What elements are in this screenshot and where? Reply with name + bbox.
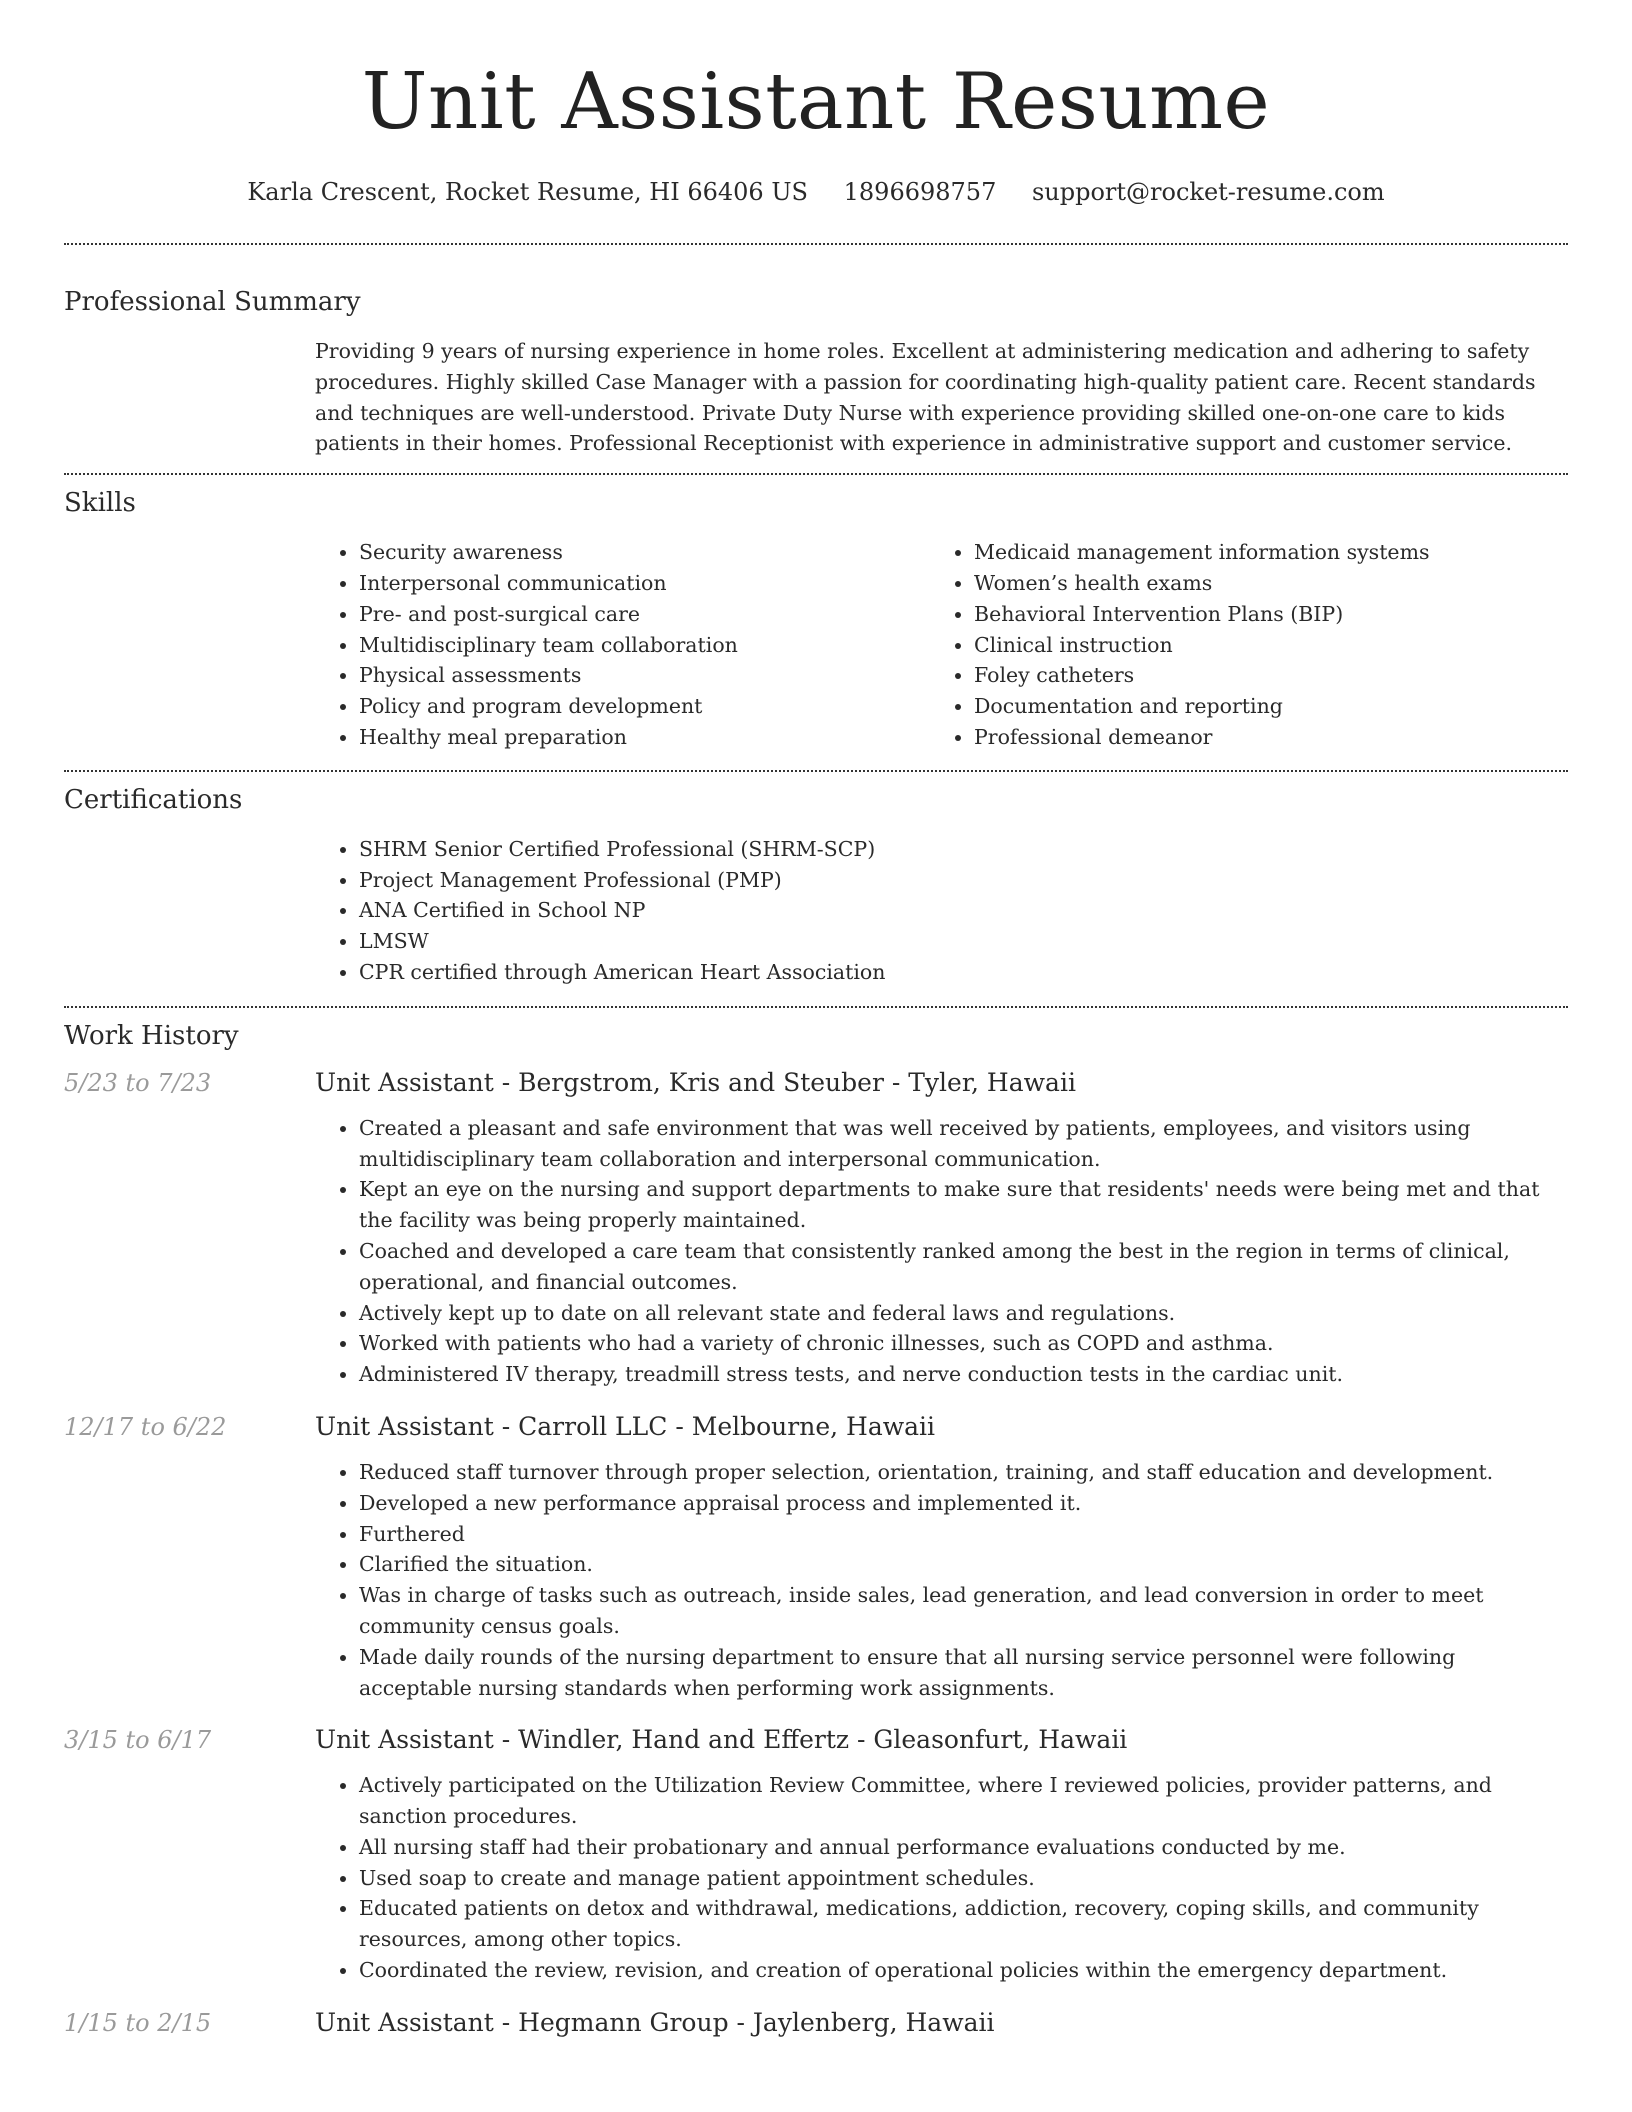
job-entry <box>64 1723 1568 1986</box>
job-entry <box>64 2006 1568 2040</box>
contact-address: Karla Crescent, Rocket Resume, HI 66406 US <box>247 178 808 206</box>
job-bullet: • Used soap to create and manage patient appointment schedules. <box>359 1863 1568 1894</box>
divider <box>64 1006 1568 1008</box>
job-bullet: • Kept an eye on the nursing and support departments to make sure that residents' needs were being met and that the facility was being properly maintained. <box>359 1174 1568 1236</box>
list-item: • Foley catheters <box>974 660 1545 691</box>
divider <box>64 770 1568 772</box>
list-item: • Women’s health exams <box>974 568 1545 599</box>
job-bullet: • Clarified the situation. <box>359 1549 1568 1580</box>
contact-phone: 1896698757 <box>843 178 997 206</box>
job-bullet: • All nursing staff had their probationary and annual performance evaluations conducted by me. <box>359 1832 1568 1863</box>
contact-line <box>64 174 1568 210</box>
list-item: • Security awareness <box>359 537 930 568</box>
contact-email: support@rocket-resume.com <box>1031 178 1385 206</box>
job-bullet: • Created a pleasant and safe environment that was well received by patients, employees, and visitors using multidisciplinary team collaboration and interpersonal communication. <box>359 1113 1568 1175</box>
job-bullet: • Actively kept up to date on all relevant state and federal laws and regulations. <box>359 1298 1568 1329</box>
job-bullets <box>315 1113 1568 1390</box>
section-heading-work: Work History <box>64 1020 239 1051</box>
work-section <box>64 1019 1568 2040</box>
list-item: • Project Management Professional (PMP) <box>359 865 1568 896</box>
certifications-section <box>64 783 1568 988</box>
certifications-body <box>315 834 1568 988</box>
job-bullet: • Coached and developed a care team that consistently ranked among the best in the region in terms of clinical, operational, and financial outcomes. <box>359 1236 1568 1298</box>
summary-body <box>315 336 1568 459</box>
skills-list-left <box>315 537 930 753</box>
resume-page <box>64 0 1568 2040</box>
job-body <box>315 1457 1568 1703</box>
list-item: • Medicaid management information systems <box>974 537 1545 568</box>
job-bullet: • Reduced staff turnover through proper selection, orientation, training, and staff education and development. <box>359 1457 1568 1488</box>
certifications-list <box>315 834 1568 988</box>
list-item: • ANA Certified in School NP <box>359 895 1568 926</box>
list-item: • Healthy meal preparation <box>359 722 930 753</box>
job-bullet: • Made daily rounds of the nursing department to ensure that all nursing service personnel were following acceptable nursing standards when performing work assignments. <box>359 1642 1568 1704</box>
job-bullet: • Educated patients on detox and withdrawal, medications, addiction, recovery, coping skills, and community resources, among other topics. <box>359 1893 1568 1955</box>
skills-column-right <box>930 537 1545 753</box>
job-bullet: • Developed a new performance appraisal process and implemented it. <box>359 1488 1568 1519</box>
job-dates: 1/15 to 2/15 <box>64 2008 212 2037</box>
job-title: Unit Assistant - Hegmann Group - Jaylenberg, Hawaii <box>315 2007 995 2037</box>
job-title: Unit Assistant - Bergstrom, Kris and Steuber - Tyler, Hawaii <box>315 1067 1076 1097</box>
job-bullet: • Furthered <box>359 1519 1568 1550</box>
list-item: • Policy and program development <box>359 691 930 722</box>
list-item: • Professional demeanor <box>974 722 1545 753</box>
skills-body <box>315 537 1568 753</box>
section-heading-summary: Professional Summary <box>64 287 361 317</box>
job-title: Unit Assistant - Carroll LLC - Melbourne, Hawaii <box>315 1411 936 1441</box>
list-item: • Clinical instruction <box>974 630 1545 661</box>
job-dates: 12/17 to 6/22 <box>64 1412 227 1441</box>
list-item: • LMSW <box>359 926 1568 957</box>
skills-section <box>64 486 1568 753</box>
list-item: • Interpersonal communication <box>359 568 930 599</box>
list-item: • Multidisciplinary team collaboration <box>359 630 930 661</box>
job-bullet: • Administered IV therapy, treadmill stress tests, and nerve conduction tests in the cardiac unit. <box>359 1359 1568 1390</box>
job-body <box>315 1770 1568 1986</box>
list-item: • CPR certified through American Heart Association <box>359 957 1568 988</box>
job-dates: 5/23 to 7/23 <box>64 1068 212 1097</box>
skills-list-right <box>930 537 1545 753</box>
job-bullets <box>315 1457 1568 1703</box>
job-bullet: • Coordinated the review, revision, and creation of operational policies within the emergency department. <box>359 1955 1568 1986</box>
list-item: • Behavioral Intervention Plans (BIP) <box>974 599 1545 630</box>
summary-text: Providing 9 years of nursing experience in home roles. Excellent at administering medication and adhering to safety procedures. Highly skilled Case Manager with a passion for coordinating high-quality patient care. Recent standards and techniques are well-understood. Private Duty Nurse with experience providing skilled one-on-one care to kids patients in their homes. Professional Receptionist with experience in administrative support and customer service. <box>315 339 1536 456</box>
section-heading-certifications: Certifications <box>64 784 243 815</box>
job-bullet: • Worked with patients who had a variety of chronic illnesses, such as COPD and asthma. <box>359 1328 1568 1359</box>
resume-title: Unit Assistant Resume <box>361 57 1271 147</box>
job-bullet: • Was in charge of tasks such as outreach, inside sales, lead generation, and lead conversion in order to meet community census goals. <box>359 1580 1568 1642</box>
job-bullets <box>315 1770 1568 1986</box>
job-bullet: • Actively participated on the Utilization Review Committee, where I reviewed policies, provider patterns, and sanction procedures. <box>359 1770 1568 1832</box>
work-history-list <box>64 1066 1568 2040</box>
section-heading-skills: Skills <box>64 488 136 519</box>
list-item: • Physical assessments <box>359 660 930 691</box>
job-title: Unit Assistant - Windler, Hand and Effertz - Gleasonfurt, Hawaii <box>315 1725 1128 1755</box>
list-item: • SHRM Senior Certified Professional (SHRM-SCP) <box>359 834 1568 865</box>
divider <box>64 243 1568 245</box>
summary-section <box>64 285 1568 459</box>
job-dates: 3/15 to 6/17 <box>64 1726 212 1755</box>
job-body <box>315 1113 1568 1390</box>
skills-column-left <box>315 537 930 753</box>
job-entry <box>64 1410 1568 1703</box>
list-item: • Pre- and post-surgical care <box>359 599 930 630</box>
job-entry <box>64 1066 1568 1390</box>
list-item: • Documentation and reporting <box>974 691 1545 722</box>
divider <box>64 473 1568 475</box>
